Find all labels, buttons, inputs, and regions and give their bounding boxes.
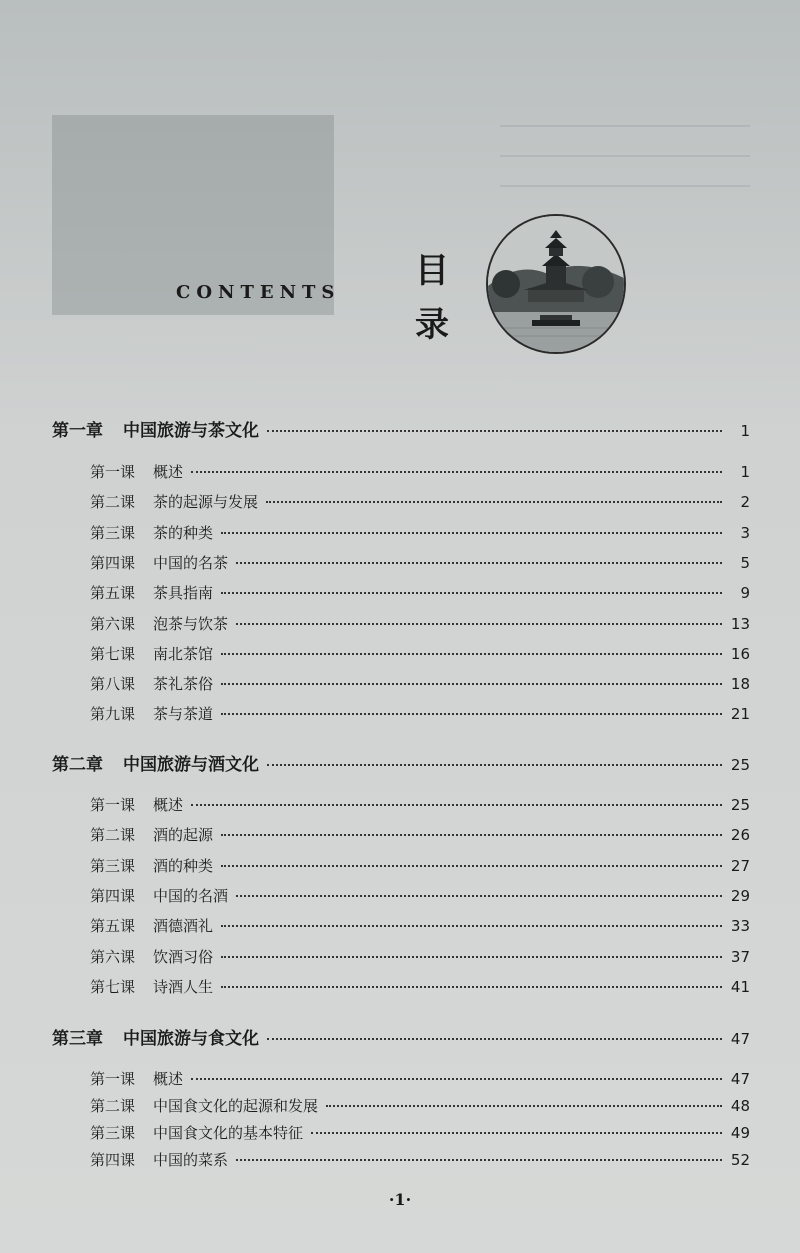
toc-chapter[interactable] [52,416,750,441]
lesson-page: 25 [730,796,750,814]
dot-leader [221,986,722,988]
lesson-page: 29 [730,886,750,905]
lesson-number: 第一课 [90,1070,136,1088]
lesson-title: 酒的种类 [153,856,214,875]
lesson-title: 中国的菜系 [153,1151,229,1169]
lesson-number: 第三课 [90,1124,136,1142]
dot-leader [221,683,722,685]
lesson-number: 第四课 [90,1151,136,1169]
dot-leader [191,471,722,473]
lesson-number: 第一课 [90,463,136,481]
lesson-number: 第七课 [90,977,136,996]
toc-lesson[interactable] [90,885,750,906]
chapter-title: 中国旅游与食文化 [123,1029,259,1049]
chapter-page: 25 [730,756,750,774]
dot-leader [236,562,722,564]
toc-lesson[interactable] [90,1122,750,1143]
dot-leader [267,1038,722,1040]
lesson-number: 第六课 [90,614,136,633]
lesson-number: 第二课 [90,493,136,512]
dot-leader [266,501,722,503]
lesson-title: 中国的名酒 [153,886,229,905]
toc-lesson[interactable] [90,703,750,724]
contents-label: CONTENTS [176,282,341,303]
lesson-page: 37 [730,947,750,966]
dot-leader [267,430,722,432]
toc-lesson[interactable] [90,824,750,845]
lesson-number: 第九课 [90,705,136,724]
lesson-page: 13 [730,614,750,633]
toc-title-part1: 目 [415,251,449,291]
toc-chapter[interactable] [52,750,750,775]
dot-leader [267,764,722,766]
lesson-number: 第二课 [90,1097,136,1115]
lesson-title: 中国食文化的基本特征 [153,1124,304,1142]
toc-lesson[interactable] [90,1095,750,1116]
lesson-title: 南北茶馆 [153,644,214,663]
lesson-title: 概述 [153,796,184,814]
chapter-page: 1 [740,422,750,440]
toc-lesson[interactable] [90,946,750,967]
lesson-page: 48 [730,1097,750,1115]
dot-leader [221,865,722,867]
lesson-page: 21 [730,705,750,724]
bleed-through-lines [500,125,750,215]
dot-leader [221,713,722,715]
lesson-page: 3 [740,523,750,542]
lesson-number: 第一课 [90,796,136,814]
dot-leader [221,834,722,836]
toc-lesson[interactable] [90,461,750,482]
lesson-title: 中国食文化的起源和发展 [153,1097,319,1115]
dot-leader [236,623,722,625]
toc-lesson[interactable] [90,794,750,815]
pagoda-photo [486,214,626,354]
dot-leader [326,1105,722,1107]
toc-lesson[interactable] [90,522,750,543]
lesson-page: 33 [730,917,750,936]
dot-leader [221,956,722,958]
lesson-page: 16 [730,644,750,663]
chapter-number: 第二章 [52,755,103,775]
lesson-page: 1 [740,463,750,481]
toc-lesson[interactable] [90,855,750,876]
toc-lesson[interactable] [90,582,750,603]
chapter-number: 第一章 [52,421,103,441]
dot-leader [236,895,722,897]
dot-leader [221,653,722,655]
toc-lesson[interactable] [90,915,750,936]
lesson-title: 泡茶与饮茶 [153,614,229,633]
lesson-title: 茶与茶道 [153,705,214,724]
lesson-title: 诗酒人生 [153,977,214,996]
lesson-number: 第三课 [90,523,136,542]
lesson-page: 2 [740,493,750,512]
lesson-number: 第二课 [90,826,136,845]
lesson-number: 第五课 [90,584,136,603]
chapter-title: 中国旅游与茶文化 [123,421,259,441]
toc-lesson[interactable] [90,673,750,694]
toc-lesson[interactable] [90,491,750,512]
page-number: ·1· [388,1190,412,1209]
lesson-page: 49 [730,1124,750,1142]
toc-lesson[interactable] [90,552,750,573]
lesson-page: 26 [730,826,750,845]
chapter-title: 中国旅游与酒文化 [123,755,259,775]
lesson-title: 酒的起源 [153,826,214,845]
lesson-page: 47 [730,1070,750,1088]
lesson-number: 第四课 [90,553,136,572]
lesson-number: 第七课 [90,644,136,663]
lesson-number: 第四课 [90,886,136,905]
lesson-number: 第五课 [90,917,136,936]
lesson-title: 茶具指南 [153,584,214,603]
toc-lesson[interactable] [90,613,750,634]
dot-leader [191,1078,722,1080]
lesson-number: 第六课 [90,947,136,966]
dot-leader [191,804,722,806]
toc-title-part2: 录 [415,305,449,345]
lesson-page: 18 [730,675,750,694]
dot-leader [221,592,722,594]
chapter-number: 第三章 [52,1029,103,1049]
toc-chapter[interactable] [52,1024,750,1049]
lesson-page: 41 [730,977,750,996]
lesson-page: 27 [730,856,750,875]
toc-lesson[interactable] [90,643,750,664]
lesson-title: 饮酒习俗 [153,947,214,966]
toc-lesson[interactable] [90,1149,750,1170]
lesson-title: 茶的种类 [153,523,214,542]
lesson-title: 中国的名茶 [153,553,229,572]
toc-lesson[interactable] [90,1068,750,1089]
dot-leader [236,1159,722,1161]
lesson-page: 52 [730,1151,750,1169]
lesson-number: 第三课 [90,856,136,875]
toc-lesson[interactable] [90,976,750,997]
lesson-title: 概述 [153,1070,184,1088]
lesson-title: 酒德酒礼 [153,917,214,936]
lesson-page: 5 [740,553,750,572]
dot-leader [221,532,722,534]
dot-leader [311,1132,722,1134]
lesson-title: 茶的起源与发展 [153,493,259,512]
lesson-page: 9 [740,584,750,603]
chapter-page: 47 [730,1030,750,1048]
lesson-title: 茶礼茶俗 [153,675,214,694]
lesson-title: 概述 [153,463,184,481]
dot-leader [221,925,722,927]
lesson-number: 第八课 [90,675,136,694]
